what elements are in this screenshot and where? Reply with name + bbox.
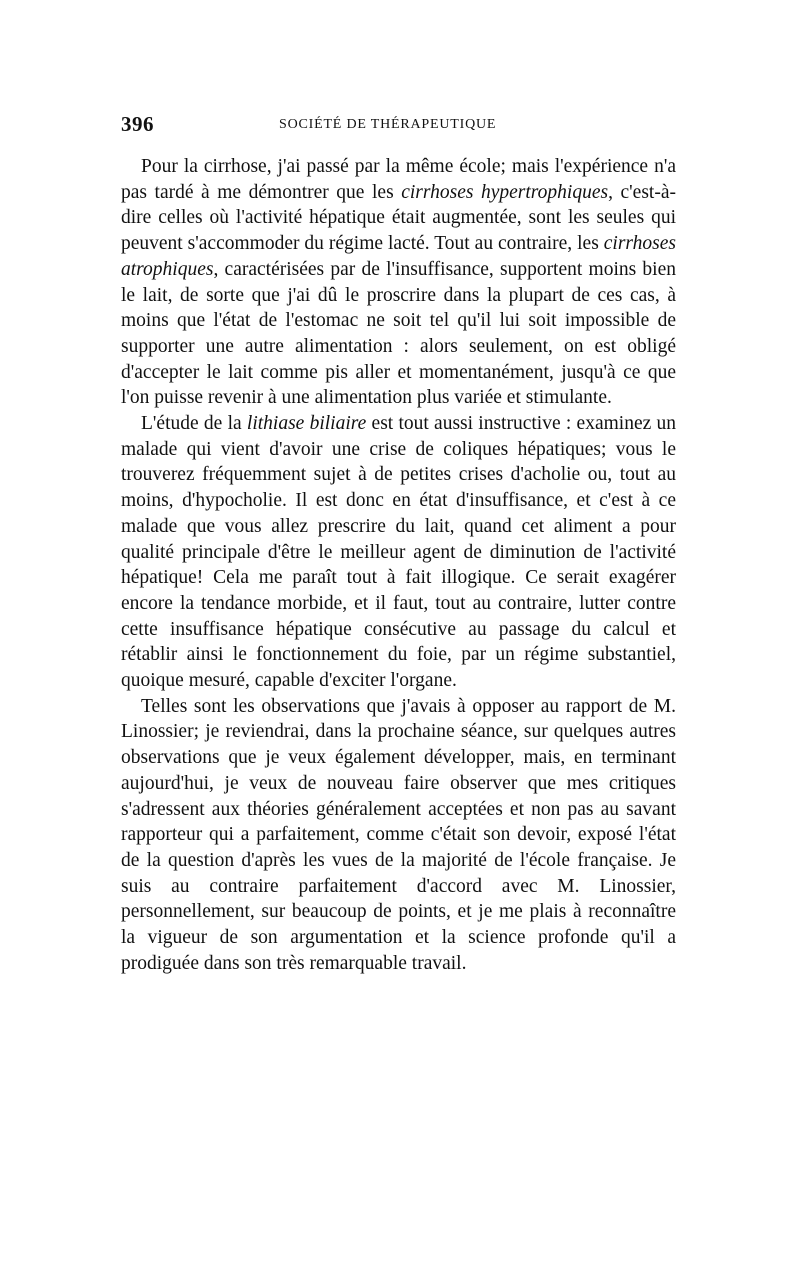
italic-term: cirrhoses atrophiques: [121, 233, 676, 280]
book-page: [121, 112, 676, 977]
italic-term: cirrhoses hypertrophiques: [401, 181, 609, 203]
text-run: Pour la cirrhose, j'ai passé par la même école; mais l'expérience n'a pas tardé à me démontrer que les: [121, 156, 676, 203]
running-head: [121, 112, 676, 138]
running-title: SOCIÉTÉ DE THÉRAPEUTIQUE: [279, 117, 497, 132]
text-run: , caractérisées par de l'insuffisance, supportent moins bien le lait, de sorte que j'ai dû le proscrire dans la plupart de ces cas, à moins que l'état de l'estomac ne soit tel qu'il lui soit impossible de supporter une autre alimentation : alors seulement, on est obligé d'accepter le lait comme pis aller et momentanément, jusqu'à ce que l'on puisse revenir à une alimentation plus variée et stimulante.: [121, 258, 676, 409]
text-run: est tout aussi instructive : examinez un malade qui vient d'avoir une crise de coliques hépatiques; vous le trouverez fréquemment sujet à de petites crises d'acholie ou, tout au moins, d'hypocholie. Il est donc en état d'insuffisance, et c'est à ce malade que vous allez prescrire du lait, quand cet aliment a pour qualité principale d'être le meilleur agent de diminution de l'activité hépatique! Cela me paraît tout à fait illogique. Ce serait exagérer encore la tendance morbide, et il faut, tout au contraire, lutter contre cette insuffisance hépatique consécutive au passage du calcul et rétablir ainsi le fonctionnement du foie, par un régime substantiel, quoique mesuré, capable d'exciter l'organe.: [121, 413, 677, 692]
paragraph-conclusion: Telles sont les observations que j'avais à opposer au rapport de M. Linossier; je reviendrai, dans la prochaine séance, sur quelques autres observations que je veux également développer, mais, en terminant aujourd'hui, je veux de nouveau faire observer que mes critiques s'adressent aux théories généralement acceptées et non pas au savant rapporteur qui a parfaitement, comme c'était son devoir, exposé l'état de la question d'après les vues de la majorité de l'école française. Je suis au contraire parfaitement d'accord avec M. Linossier, personnellement, sur beaucoup de points, et je me plais à reconnaître la vigueur de son argumentation et la science profonde qu'il a prodiguée dans son très remarquable travail.: [121, 695, 676, 974]
paragraph-cirrhose: [121, 154, 676, 411]
text-run: , c'est-à-dire celles où l'activité hépatique était augmentée, sont les seules qui peuvent s'accommoder du régime lacté. Tout au contraire, les: [121, 181, 676, 255]
italic-term: lithiase biliaire: [246, 413, 367, 435]
paragraph-lithiase: [121, 411, 676, 694]
page-number: 396: [121, 112, 154, 136]
text-run: L'étude de la: [141, 413, 247, 435]
